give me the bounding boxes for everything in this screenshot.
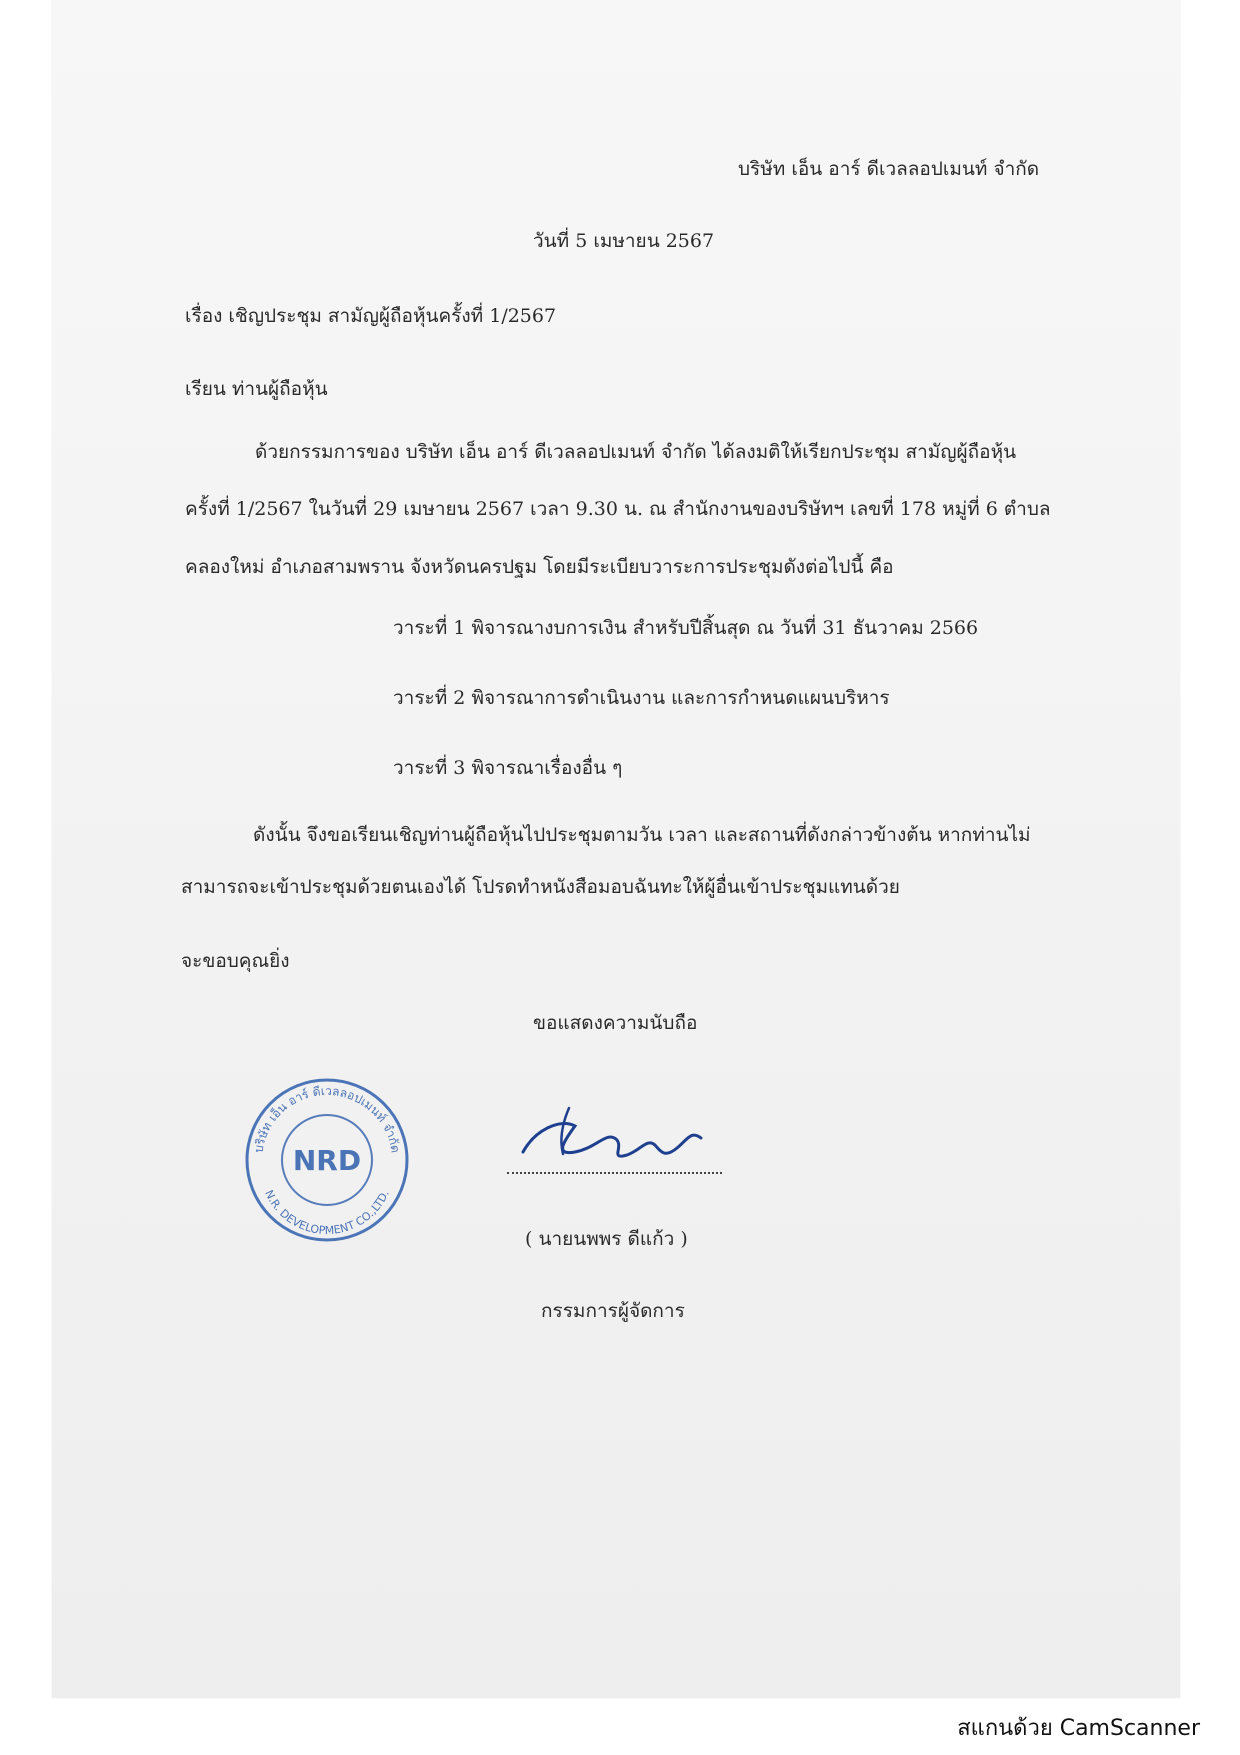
signer-name: ( นายนพพร ดีแก้ว ) <box>525 1228 688 1250</box>
letter-date: วันที่ 5 เมษายน 2567 <box>533 230 715 252</box>
svg-text:N.R. DEVELOPMENT CO.,LTD. <box>262 1188 392 1237</box>
agenda-item: วาระที่ 2 พิจารณาการดำเนินงาน และการกำหนดแผนบริหาร <box>393 687 890 709</box>
regards-line: ขอแสดงความนับถือ <box>533 1012 698 1034</box>
handwritten-signature <box>505 1100 735 1175</box>
body-line: ด้วยกรรมการของ บริษัท เอ็น อาร์ ดีเวลลอปเมนท์ จำกัด ได้ลงมติให้เรียกประชุม สามัญผู้ถือหุ้น <box>255 441 1017 463</box>
seal-center-text: NRD <box>292 1144 362 1177</box>
letter-salutation: เรียน ท่านผู้ถือหุ้น <box>185 378 328 400</box>
camscanner-watermark: สแกนด้วย CamScanner <box>957 1716 1200 1741</box>
agenda-item: วาระที่ 1 พิจารณางบการเงิน สำหรับปีสิ้นสุด ณ วันที่ 31 ธันวาคม 2566 <box>393 617 979 639</box>
signer-title: กรรมการผู้จัดการ <box>541 1300 685 1322</box>
company-header: บริษัท เอ็น อาร์ ดีเวลลอปเมนท์ จำกัด <box>738 158 1040 180</box>
body-line: สามารถจะเข้าประชุมด้วยตนเองได้ โปรดทำหนังสือมอบฉันทะให้ผู้อื่นเข้าประชุมแทนด้วย <box>181 876 900 898</box>
letter-subject: เรื่อง เชิญประชุม สามัญผู้ถือหุ้นครั้งที่ 1/2567 <box>185 305 557 327</box>
seal-bottom-text: N.R. DEVELOPMENT CO.,LTD. <box>262 1188 392 1238</box>
agenda-item: วาระที่ 3 พิจารณาเรื่องอื่น ๆ <box>393 757 623 779</box>
closing-thanks: จะขอบคุณยิ่ง <box>181 950 290 972</box>
company-seal-stamp <box>242 1075 412 1245</box>
seal-top-text: บริษัท เอ็น อาร์ ดีเวลลอปเมนท์ จำกัด <box>251 1083 403 1154</box>
signature-line <box>507 1172 722 1174</box>
body-line: ครั้งที่ 1/2567 ในวันที่ 29 เมษายน 2567 เวลา 9.30 น. ณ สำนักงานของบริษัทฯ เลขที่ 178 หมู่ที่ 6 ตำบล <box>185 498 1051 520</box>
body-line: คลองใหม่ อำเภอสามพราน จังหวัดนครปฐม โดยมีระเบียบวาระการประชุมดังต่อไปนี้ คือ <box>185 556 894 578</box>
body-line: ดังนั้น จึงขอเรียนเชิญท่านผู้ถือหุ้นไปประชุมตามวัน เวลา และสถานที่ดังกล่าวข้างต้น หากท่านไม่ <box>253 824 1031 846</box>
